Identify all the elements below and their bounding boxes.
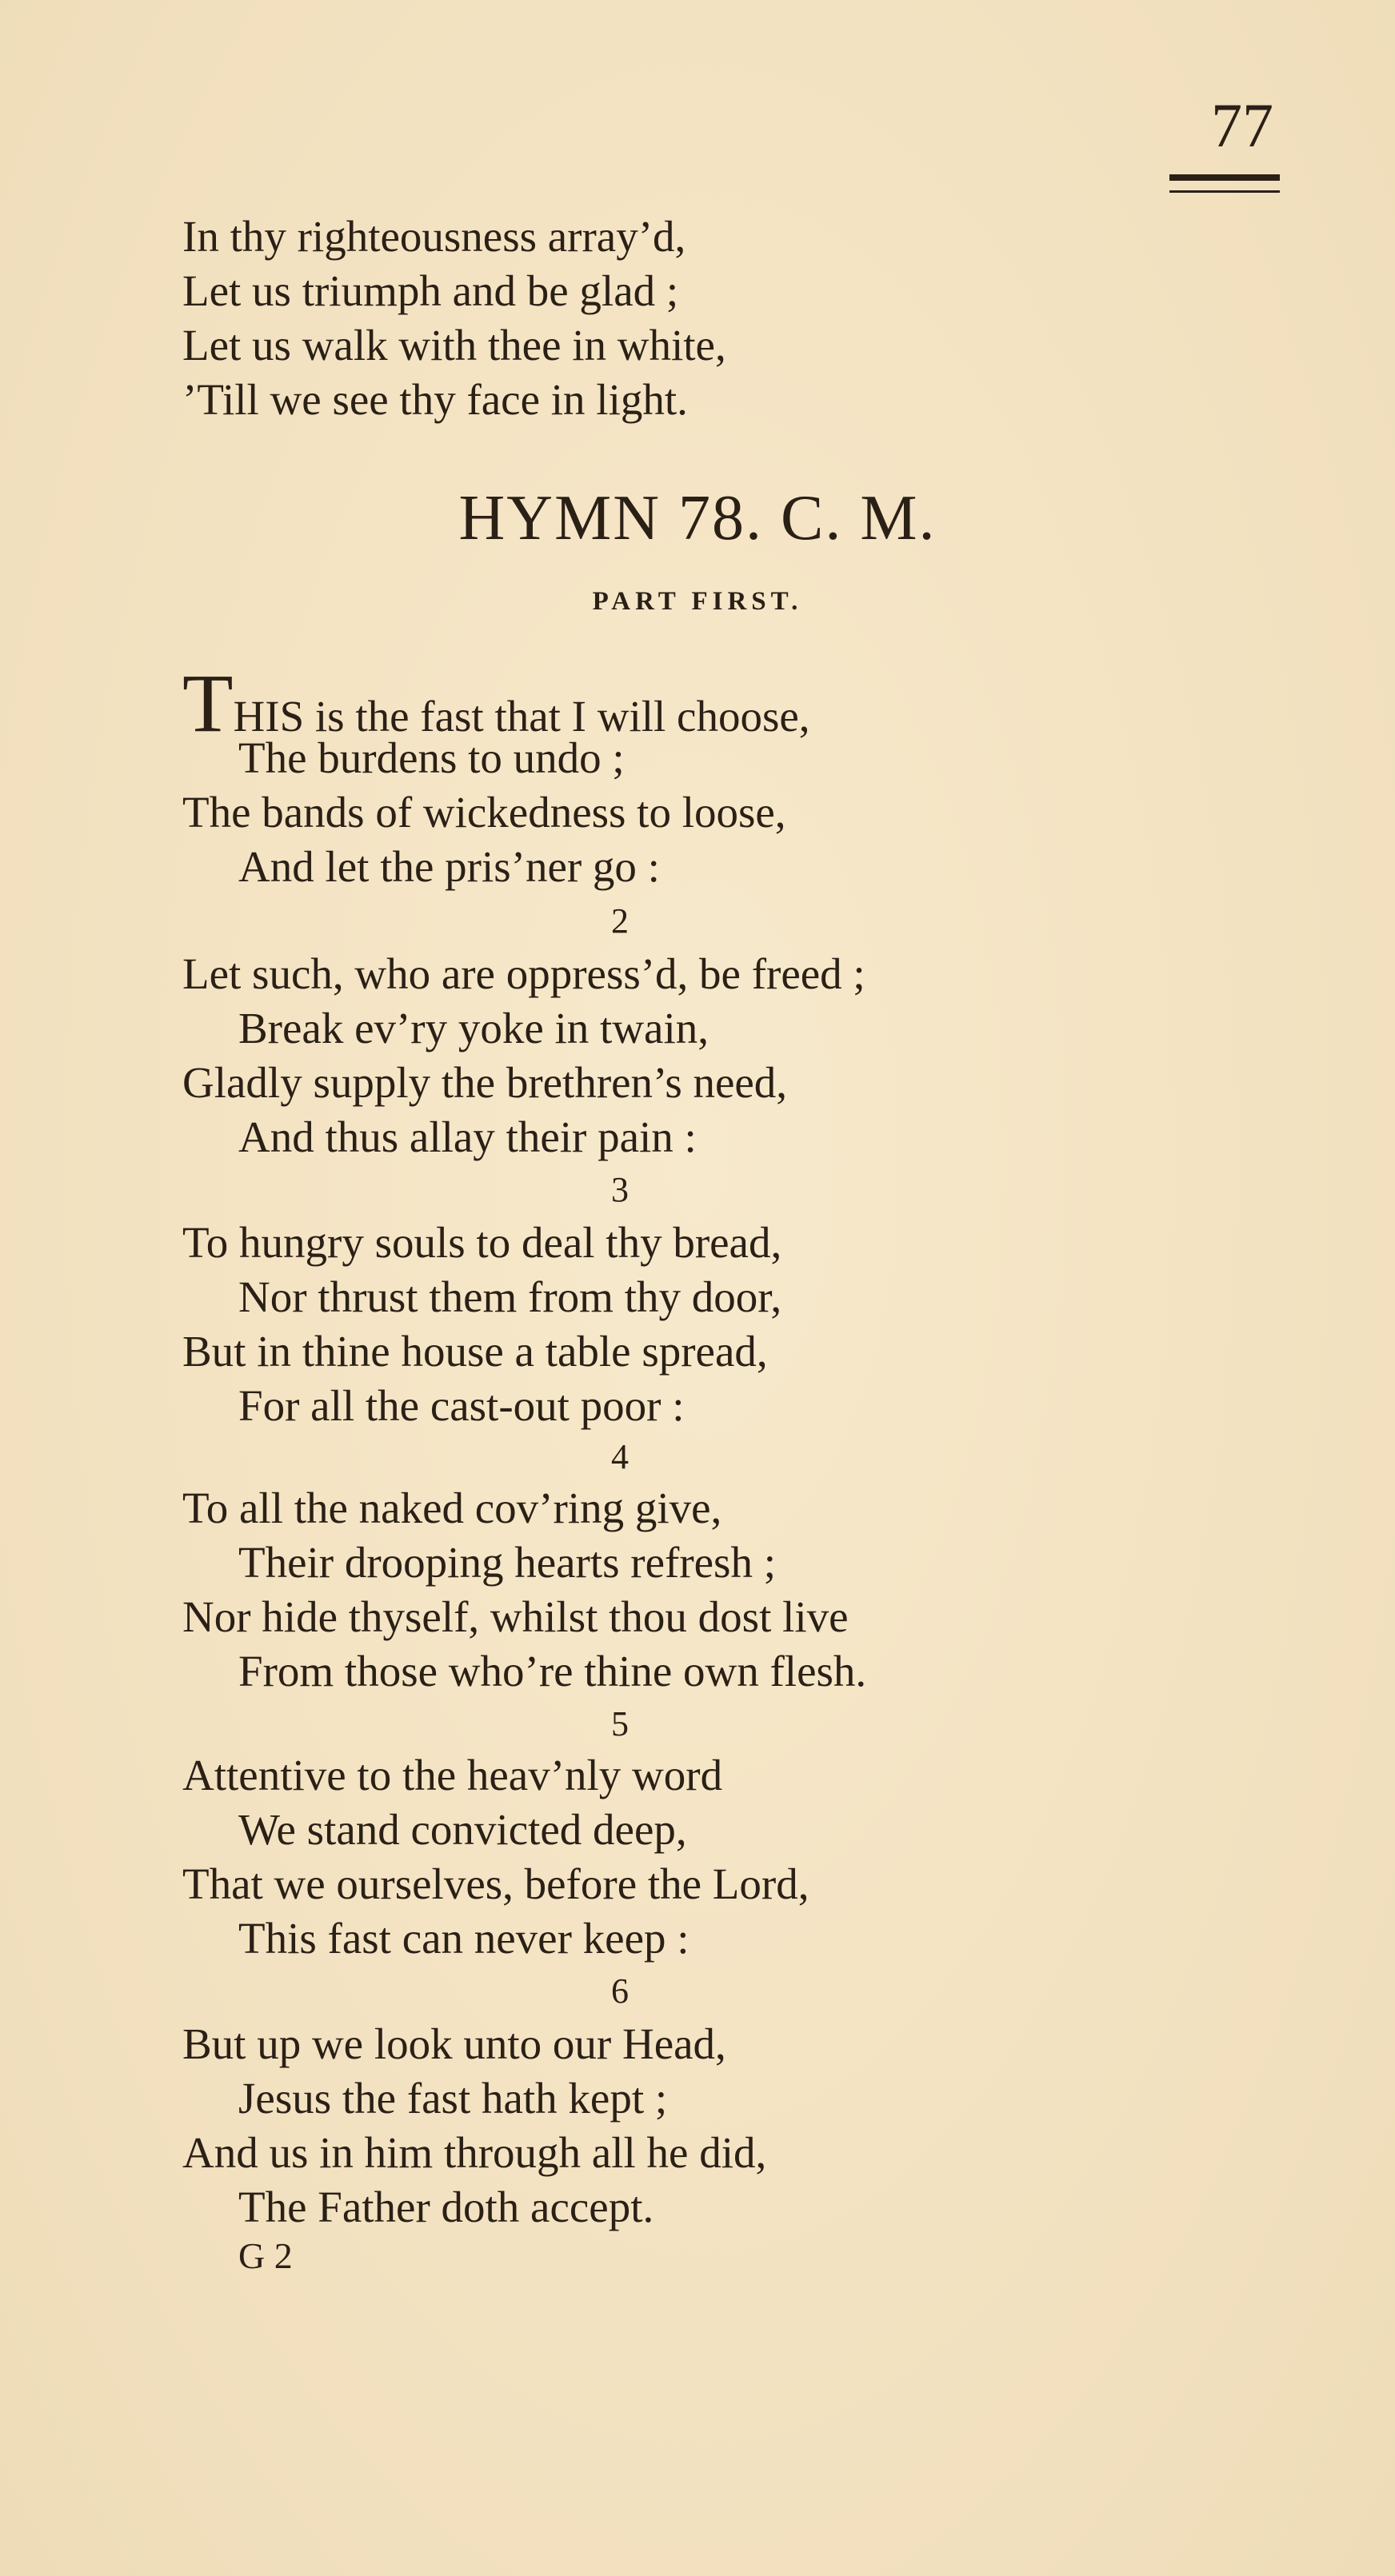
verse-5-line-3: That we ourselves, before the Lord, bbox=[182, 1859, 809, 1908]
verse-number-3: 3 bbox=[611, 1170, 629, 1209]
verse-1-line-3: The bands of wickedness to loose, bbox=[182, 788, 786, 837]
verse-2-line-4: And thus allay their pain : bbox=[238, 1112, 697, 1161]
opening-line-2: Let us triumph and be glad ; bbox=[182, 266, 679, 315]
verse-5-line-2: We stand convicted deep, bbox=[238, 1805, 687, 1854]
verse-1-line-2: The burdens to undo ; bbox=[238, 733, 625, 782]
verse-number-6: 6 bbox=[611, 1971, 629, 2011]
signature-mark: G 2 bbox=[238, 2235, 293, 2276]
verse-6-line-3: And us in him through all he did, bbox=[182, 2128, 767, 2177]
opening-line-4: ’Till we see thy face in light. bbox=[182, 375, 688, 424]
verse-5-line-1: Attentive to the heav’nly word bbox=[182, 1751, 723, 1799]
verse-4-line-3: Nor hide thyself, whilst thou dost live bbox=[182, 1592, 849, 1641]
opening-line-3: Let us walk with thee in white, bbox=[182, 321, 726, 369]
verse-2-line-3: Gladly supply the brethren’s need, bbox=[182, 1058, 788, 1107]
verse-3-line-1: To hungry souls to deal thy bread, bbox=[182, 1218, 782, 1267]
verse-3-line-4: For all the cast-out poor : bbox=[238, 1381, 685, 1430]
drop-cap: T bbox=[182, 657, 234, 749]
verse-4-line-1: To all the naked cov’ring give, bbox=[182, 1484, 722, 1532]
verse-6-line-2: Jesus the fast hath kept ; bbox=[238, 2074, 668, 2123]
part-title: PART FIRST. bbox=[592, 587, 803, 616]
verse-2-line-2: Break ev’ry yoke in twain, bbox=[238, 1004, 709, 1052]
verse-6-line-1: But up we look unto our Head, bbox=[182, 2019, 726, 2068]
verse-4-line-4: From those who’re thine own flesh. bbox=[238, 1647, 867, 1695]
opening-line-1: In thy righteousness array’d, bbox=[182, 212, 686, 261]
header-rule-thick bbox=[1169, 174, 1280, 181]
verse-1-line-4: And let the pris’ner go : bbox=[238, 842, 660, 891]
verse-3-line-2: Nor thrust them from thy door, bbox=[238, 1272, 782, 1321]
verse-2-line-1: Let such, who are oppress’d, be freed ; bbox=[182, 949, 865, 998]
verse-5-line-4: This fast can never keep : bbox=[238, 1914, 690, 1963]
verse-number-2: 2 bbox=[611, 901, 629, 941]
page-number: 77 bbox=[1211, 90, 1273, 160]
verse-number-5: 5 bbox=[611, 1704, 629, 1743]
header-rule-thin bbox=[1169, 190, 1280, 193]
verse-4-line-2: Their drooping hearts refresh ; bbox=[238, 1538, 776, 1587]
verse-6-line-4: The Father doth accept. bbox=[238, 2183, 654, 2231]
hymn-title: HYMN 78. C. M. bbox=[458, 483, 937, 553]
verse-number-4: 4 bbox=[611, 1437, 629, 1476]
verse-3-line-3: But in thine house a table spread, bbox=[182, 1327, 768, 1376]
verse-1-line-1 bbox=[182, 657, 810, 749]
first-line-text: HIS is the fast that I will choose, bbox=[233, 692, 810, 741]
